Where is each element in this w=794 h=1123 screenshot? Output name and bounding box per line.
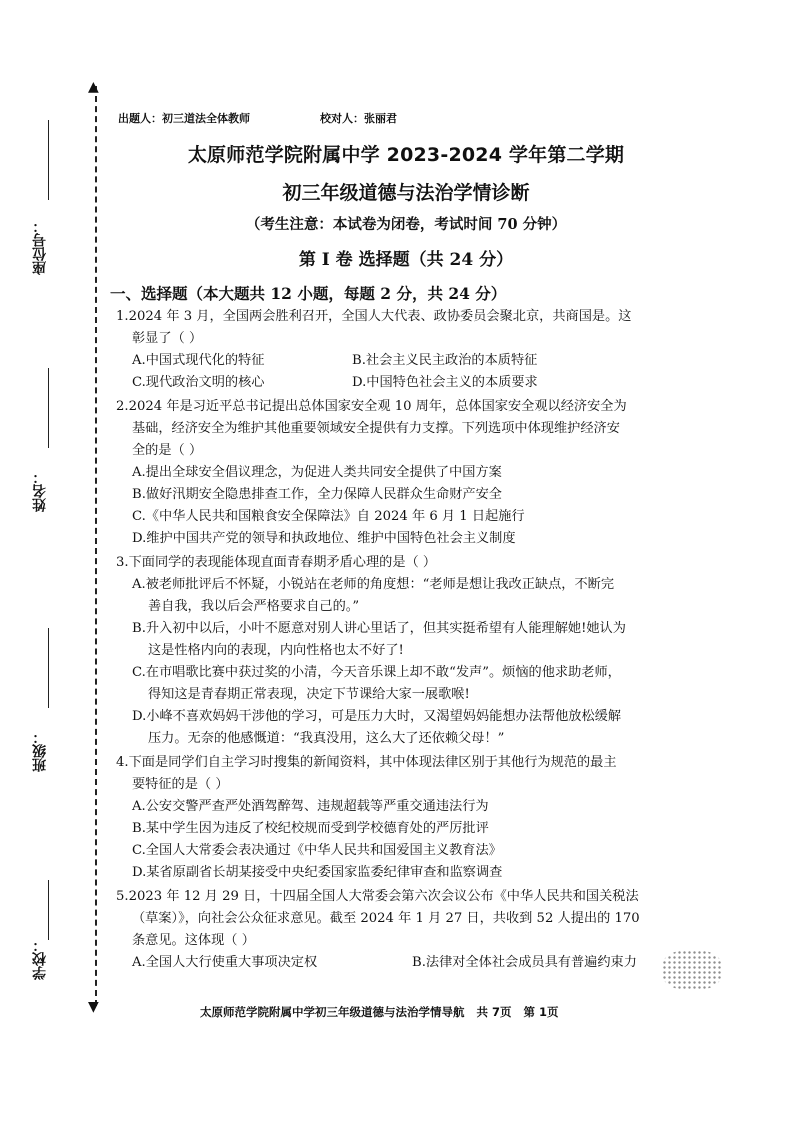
part-title: 第 I 卷 选择题（共 24 分）	[298, 250, 514, 270]
option-c: C.《中华人民共和国粮食安全保障法》自 2024 年 6 月 1 日起施行	[132, 509, 525, 524]
option-d	[116, 706, 696, 750]
question-3	[116, 552, 696, 750]
class-blank-line	[48, 628, 49, 708]
arrow-down-icon: ▼	[88, 999, 99, 1015]
question-stem: 5.2023 年 12 月 29 日，十四届全国人大常委会第六次会议公布《中华人民共和国关税法	[116, 889, 639, 904]
option-a-line1: A.被老师批评后不怀疑，小锐站在老师的角度想：“老师是想让我改正缺点，不断完	[132, 577, 615, 592]
arrow-up-icon: ▲	[88, 79, 99, 95]
author-text: 出题人：初三道法全体教师	[118, 112, 250, 125]
question-stem: 3.下面同学的表现能体现直面青春期矛盾心理的是（ ）	[116, 555, 437, 570]
seat-blank-line	[48, 120, 49, 200]
question-stem: 彰显了（ ）	[132, 331, 203, 346]
option-c-line1: C.在市唱歌比赛中获过奖的小清，今天音乐课上却不敢“发声”。烦恼的他求助老师，	[132, 665, 621, 680]
option-d-line2: 压力。无奈的他感慨道：“我真没用，这么大了还依赖父母！”	[148, 731, 505, 746]
option-b: B.做好汛期安全隐患排查工作，全力保障人民群众生命财产安全	[132, 487, 502, 502]
option-a	[116, 574, 696, 618]
option-d: D.维护中国共产党的领导和执政地位、维护中国特色社会主义制度	[132, 531, 516, 546]
option-c	[116, 662, 696, 706]
options-list	[116, 574, 696, 750]
footer-page-number: 第 1页	[523, 1005, 559, 1019]
option-d-line1: D.小峰不喜欢妈妈干涉他的学习，可是压力大时，又渴望妈妈能想办法帮他放松缓解	[132, 709, 622, 724]
name-blank-line	[48, 368, 49, 448]
page-footer	[200, 1004, 559, 1020]
question-2	[116, 396, 696, 550]
footer-school: 太原师范学院附属中学初三年级道德与法治学情导航	[200, 1005, 465, 1019]
exam-subtitle: 初三年级道德与法治学情诊断	[282, 182, 530, 204]
option-a: A.公安交警严查严处酒驾醉驾、违规超载等严重交通违法行为	[132, 799, 489, 814]
question-stem: 全的是（ ）	[132, 443, 203, 458]
option-b-line2: 这是性格内向的表现，内向性格也太不好了!	[148, 643, 404, 658]
option-b: B.某中学生因为违反了校纪校规而受到学校德育处的严厉批评	[132, 821, 489, 836]
question-stem: 要特征的是（ ）	[132, 777, 229, 792]
options-row	[116, 372, 696, 394]
exam-content	[110, 110, 696, 974]
option-a: A.全国人大行使重大事项决定权	[132, 955, 318, 970]
question-stem: 2.2024 年是习近平总书记提出总体国家安全观 10 周年，总体国家安全观以经济安全为	[116, 399, 627, 414]
question-stem: （草案）》，向社会公众征求意见。截至 2024 年 1 月 27 日，共收到 52 人提出的 170	[132, 911, 640, 926]
binding-dashed-line	[95, 86, 97, 1006]
school-label: 学校：	[32, 938, 48, 980]
options-row	[116, 952, 696, 974]
option-b: B.法律对全体社会成员具有普遍约束力	[412, 955, 637, 970]
option-c: C.现代政治文明的核心	[132, 375, 265, 390]
exam-meta	[118, 110, 696, 126]
seat-label: 座位号：	[32, 219, 48, 275]
options-row	[116, 350, 696, 372]
footer-total-pages: 共 7页	[476, 1005, 512, 1019]
option-b: B.社会主义民主政治的本质特征	[352, 353, 538, 368]
exam-notice: （考生注意：本试卷为闭卷，考试时间 70 分钟）	[245, 216, 567, 233]
question-stem: 4.下面是同学们自主学习时搜集的新闻资料，其中体现法律区别于其他行为规范的最主	[116, 755, 617, 770]
option-d: D.某省原副省长胡某接受中央纪委国家监委纪律审查和监察调查	[132, 865, 503, 880]
option-a: A.提出全球安全倡议理念，为促进人类共同安全提供了中国方案	[132, 465, 502, 480]
options-list	[116, 462, 696, 550]
exam-title: 太原师范学院附属中学 2023-2024 学年第二学期	[187, 144, 625, 166]
question-5	[116, 886, 696, 974]
question-stem: 条意见。这体现（ ）	[132, 933, 255, 948]
options-list	[116, 796, 696, 884]
option-b	[116, 618, 696, 662]
section-title: 一、选择题（本大题共 12 小题，每题 2 分，共 24 分）	[110, 284, 507, 303]
option-c-line2: 得知这是青春期正常表现，决定下节课给大家一展歌喉!	[148, 687, 470, 702]
question-stem: 1.2024 年 3 月，全国两会胜利召开，全国人大代表、政协委员会聚北京，共商国是。这	[116, 309, 632, 324]
question-4	[116, 752, 696, 884]
question-stem: 基础，经济安全为维护其他重要领域安全提供有力支撑。下列选项中体现维护经济安	[132, 421, 620, 436]
name-label: 姓名：	[32, 470, 48, 512]
class-label: 班级：	[32, 730, 48, 772]
option-a-line2: 善自我，我以后会严格要求自己的。”	[148, 599, 360, 614]
option-c: C.全国人大常委会表决通过《中华人民共和国爱国主义教育法》	[132, 843, 502, 858]
checker-text: 校对人：张丽君	[320, 112, 397, 125]
option-d: D.中国特色社会主义的本质要求	[352, 375, 538, 390]
question-1	[116, 306, 696, 394]
scan-noise-spot	[662, 950, 722, 990]
option-b-line1: B.升入初中以后，小叶不愿意对别人讲心里话了，但其实挺希望有人能理解她!她认为	[132, 621, 626, 636]
option-a: A.中国式现代化的特征	[132, 353, 265, 368]
